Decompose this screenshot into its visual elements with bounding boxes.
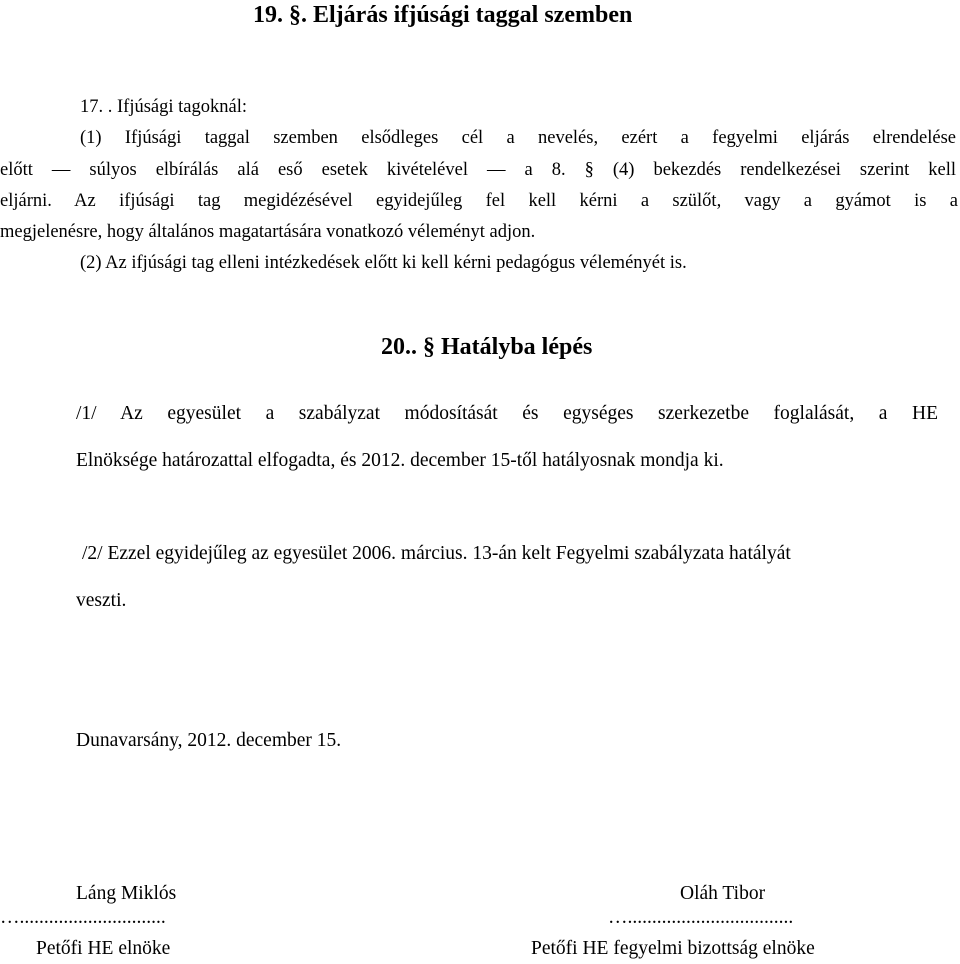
place-date: Dunavarsány, 2012. december 15. (76, 730, 342, 751)
section-19-line-2: előtt ― súlyos elbírálás alá eső esetek kivételével ― a 8. § (4) bekezdés rendelkezései szerint kell (0, 160, 956, 180)
section-19-line-1: (1) Ifjúsági taggal szemben elsődleges cél a nevelés, ezért a fegyelmi eljárás elrendelése (80, 128, 956, 148)
signature-left-name: Láng Miklós (76, 883, 177, 904)
signature-left-title: Petőfi HE elnöke (36, 938, 171, 959)
section-17-subheading: 17. . Ifjúsági tagoknál: (80, 97, 247, 117)
section-20-p2-line-1: /2/ Ezzel egyidejűleg az egyesület 2006. március. 13-án kelt Fegyelmi szabályzata hatályát (82, 543, 791, 564)
signature-left-dots: ….............................. (0, 907, 166, 928)
section-20-p1-line-1: /1/ Az egyesület a szabályzat módosítását és egységes szerkezetbe foglalását, a HE (76, 403, 938, 424)
section-19-line-3: eljárni. Az ifjúsági tag megidézésével egyidejűleg fel kell kérni a szülőt, vagy a gyámot is a (0, 191, 958, 211)
section-20-p2-line-2: veszti. (76, 590, 127, 611)
section-19-line-5: (2) Az ifjúsági tag elleni intézkedések előtt ki kell kérni pedagógus véleményét is. (80, 253, 687, 273)
signature-right-name: Oláh Tibor (680, 883, 766, 904)
section-19-heading: 19. §. Eljárás ifjúsági taggal szemben (253, 2, 633, 28)
section-20-p1-line-2: Elnöksége határozattal elfogadta, és 2012. december 15-től hatályosnak mondja ki. (76, 450, 724, 471)
section-19-line-4: megjelenésre, hogy általános magatartására vonatkozó véleményt adjon. (0, 222, 536, 242)
section-20-heading: 20.. § Hatályba lépés (381, 334, 593, 360)
signature-right-dots: ….................................. (608, 907, 794, 928)
signature-right-title: Petőfi HE fegyelmi bizottság elnöke (531, 938, 815, 959)
